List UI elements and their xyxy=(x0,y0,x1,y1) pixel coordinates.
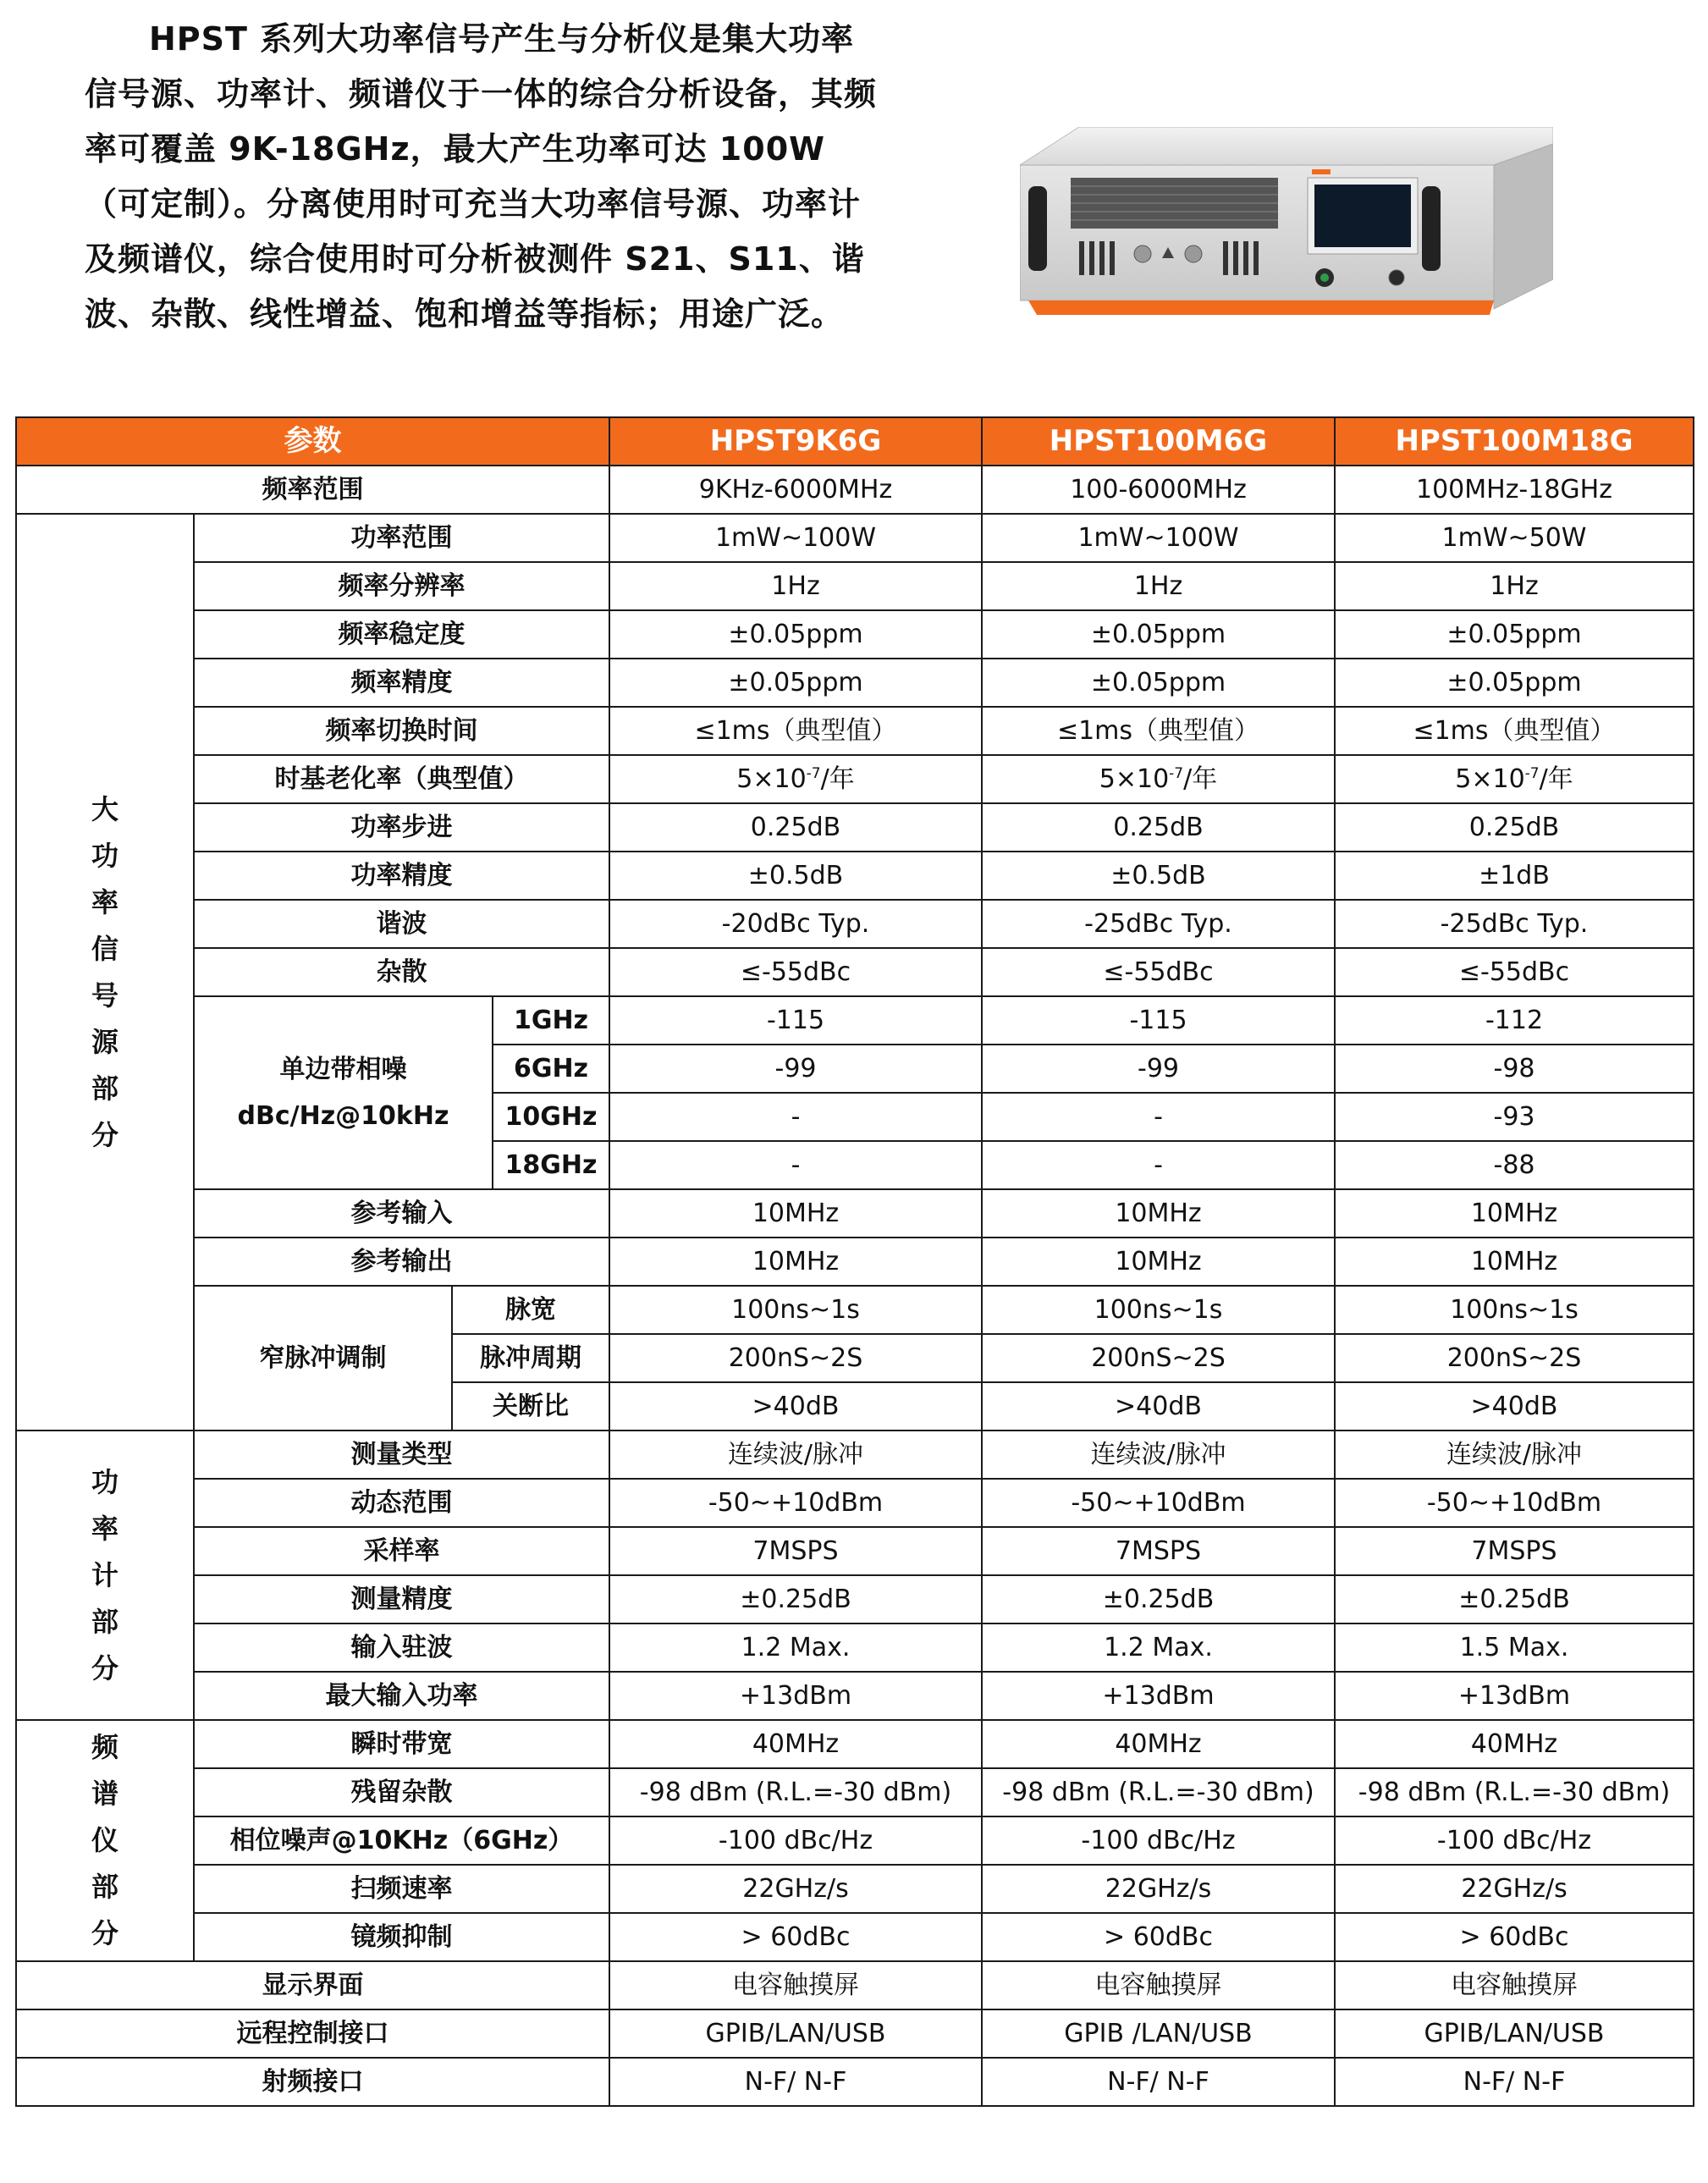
table-row xyxy=(16,1286,1694,1334)
table-row xyxy=(16,659,1694,707)
cell-value: ±0.25dB xyxy=(1335,1575,1694,1623)
cell-value: GPIB/LAN/USB xyxy=(609,2009,982,2058)
row-label: 频率范围 xyxy=(16,466,609,514)
row-label: 时基老化率（典型值） xyxy=(194,755,609,803)
cell-value: 电容触摸屏 xyxy=(1335,1961,1694,2009)
row-label: 扫频速率 xyxy=(194,1865,609,1913)
ssb-noise-label: 单边带相噪 dBc/Hz@10kHz xyxy=(194,996,493,1189)
cell-value: ±0.05ppm xyxy=(1335,610,1694,659)
row-label: 参考输入 xyxy=(194,1189,609,1238)
cell-value: >40dB xyxy=(609,1382,982,1431)
cell-value: ±0.5dB xyxy=(609,852,982,900)
cell-value: +13dBm xyxy=(609,1672,982,1720)
cell-value: ≤1ms（典型值） xyxy=(1335,707,1694,755)
cell-value: -100 dBc/Hz xyxy=(982,1816,1335,1865)
cell-value: -99 xyxy=(982,1045,1335,1093)
cell-value: - xyxy=(982,1141,1335,1189)
param-header: 参数 xyxy=(16,417,609,466)
row-label: 动态范围 xyxy=(194,1479,609,1527)
cell-value: +13dBm xyxy=(982,1672,1335,1720)
cell-value: -98 dBm (R.L.=-30 dBm) xyxy=(982,1768,1335,1816)
cell-value: 10MHz xyxy=(982,1238,1335,1286)
row-label: 最大输入功率 xyxy=(194,1672,609,1720)
table-row xyxy=(16,2058,1694,2106)
cell-value: -50~+10dBm xyxy=(609,1479,982,1527)
row-label: 频率切换时间 xyxy=(194,707,609,755)
cell-value: 1.2 Max. xyxy=(982,1623,1335,1672)
row-label: 功率范围 xyxy=(194,514,609,562)
product-image xyxy=(1020,127,1553,315)
table-row xyxy=(16,900,1694,948)
cell-value: 100ns~1s xyxy=(982,1286,1335,1334)
section-label-meter: 功率计部分 xyxy=(16,1431,194,1720)
table-row xyxy=(16,466,1694,514)
sub-label: 脉冲周期 xyxy=(452,1334,609,1382)
section-label-source: 大功率信号源部分 xyxy=(16,514,194,1431)
cell-value: 9KHz-6000MHz xyxy=(609,466,982,514)
row-label: 采样率 xyxy=(194,1527,609,1575)
cell-value: N-F/ N-F xyxy=(1335,2058,1694,2106)
cell-value: - xyxy=(609,1093,982,1141)
cell-value: -112 xyxy=(1335,996,1694,1045)
cell-value: GPIB /LAN/USB xyxy=(982,2009,1335,2058)
sub-label: 脉宽 xyxy=(452,1286,609,1334)
cell-value: -100 dBc/Hz xyxy=(609,1816,982,1865)
cell-value: >40dB xyxy=(1335,1382,1694,1431)
cell-value: 10MHz xyxy=(982,1189,1335,1238)
cell-value: - xyxy=(982,1093,1335,1141)
row-label: 功率步进 xyxy=(194,803,609,852)
cell-value: -115 xyxy=(609,996,982,1045)
cell-value: 0.25dB xyxy=(1335,803,1694,852)
table-row xyxy=(16,1816,1694,1865)
table-row xyxy=(16,1431,1694,1479)
cell-value: 200nS~2S xyxy=(1335,1334,1694,1382)
cell-value: N-F/ N-F xyxy=(609,2058,982,2106)
cell-value: ≤-55dBc xyxy=(609,948,982,996)
row-label: 输入驻波 xyxy=(194,1623,609,1672)
spec-table xyxy=(15,416,1694,2107)
cell-value: - xyxy=(609,1141,982,1189)
cell-value: -100 dBc/Hz xyxy=(1335,1816,1694,1865)
cell-value: 7MSPS xyxy=(1335,1527,1694,1575)
table-row xyxy=(16,1768,1694,1816)
table-row xyxy=(16,610,1694,659)
cell-value: >40dB xyxy=(982,1382,1335,1431)
cell-value: ±0.05ppm xyxy=(982,659,1335,707)
row-label: 射频接口 xyxy=(16,2058,609,2106)
sub-label: 1GHz xyxy=(493,996,609,1045)
row-label: 镜频抑制 xyxy=(194,1913,609,1961)
cell-value: ≤-55dBc xyxy=(1335,948,1694,996)
table-row xyxy=(16,1189,1694,1238)
row-label: 谐波 xyxy=(194,900,609,948)
cell-value: 电容触摸屏 xyxy=(982,1961,1335,2009)
cell-value: 1mW~100W xyxy=(609,514,982,562)
table-row xyxy=(16,562,1694,610)
cell-value: 100ns~1s xyxy=(609,1286,982,1334)
cell-value: 100ns~1s xyxy=(1335,1286,1694,1334)
cell-value: $5\times 10^{-7}/$年 xyxy=(982,755,1335,803)
table-row xyxy=(16,1479,1694,1527)
cell-value: ±0.05ppm xyxy=(982,610,1335,659)
table-row xyxy=(16,1623,1694,1672)
cell-value: ±0.05ppm xyxy=(1335,659,1694,707)
table-row xyxy=(16,1961,1694,2009)
table-row xyxy=(16,1575,1694,1623)
cell-value: ±0.05ppm xyxy=(609,659,982,707)
cell-value: -98 dBm (R.L.=-30 dBm) xyxy=(609,1768,982,1816)
sub-label: 6GHz xyxy=(493,1045,609,1093)
table-row xyxy=(16,1527,1694,1575)
cell-value: 100MHz-18GHz xyxy=(1335,466,1694,514)
cell-value: 100-6000MHz xyxy=(982,466,1335,514)
section-label-analyzer: 频谱仪部分 xyxy=(16,1720,194,1961)
cell-value: 22GHz/s xyxy=(609,1865,982,1913)
row-label: 频率分辨率 xyxy=(194,562,609,610)
cell-value: -25dBc Typ. xyxy=(982,900,1335,948)
table-row xyxy=(16,1672,1694,1720)
cell-value: 连续波/脉冲 xyxy=(609,1431,982,1479)
cell-value: +13dBm xyxy=(1335,1672,1694,1720)
cell-value: 连续波/脉冲 xyxy=(982,1431,1335,1479)
cell-value: ±0.25dB xyxy=(609,1575,982,1623)
cell-value: ≤1ms（典型值） xyxy=(982,707,1335,755)
row-label: 残留杂散 xyxy=(194,1768,609,1816)
cell-value: ±1dB xyxy=(1335,852,1694,900)
row-label: 测量类型 xyxy=(194,1431,609,1479)
cell-value: 40MHz xyxy=(609,1720,982,1768)
cell-value: -98 dBm (R.L.=-30 dBm) xyxy=(1335,1768,1694,1816)
cell-value: -99 xyxy=(609,1045,982,1093)
table-row xyxy=(16,1865,1694,1913)
cell-value: 1Hz xyxy=(982,562,1335,610)
pulse-label: 窄脉冲调制 xyxy=(194,1286,452,1431)
cell-value: -20dBc Typ. xyxy=(609,900,982,948)
cell-value: ±0.25dB xyxy=(982,1575,1335,1623)
table-row xyxy=(16,707,1694,755)
row-label: 功率精度 xyxy=(194,852,609,900)
cell-value: GPIB/LAN/USB xyxy=(1335,2009,1694,2058)
row-label: 参考输出 xyxy=(194,1238,609,1286)
cell-value: 22GHz/s xyxy=(982,1865,1335,1913)
cell-value: 40MHz xyxy=(982,1720,1335,1768)
table-row xyxy=(16,948,1694,996)
row-label: 显示界面 xyxy=(16,1961,609,2009)
row-label: 相位噪声@10KHz（6GHz） xyxy=(194,1816,609,1865)
cell-value: 7MSPS xyxy=(982,1527,1335,1575)
intro-paragraph xyxy=(85,12,880,342)
header-row xyxy=(16,417,1694,466)
cell-value: ±0.5dB xyxy=(982,852,1335,900)
cell-value: 1.2 Max. xyxy=(609,1623,982,1672)
cell-value: N-F/ N-F xyxy=(982,2058,1335,2106)
cell-value: 0.25dB xyxy=(982,803,1335,852)
table-row xyxy=(16,514,1694,562)
table-row xyxy=(16,852,1694,900)
table-row xyxy=(16,803,1694,852)
sub-label: 关断比 xyxy=(452,1382,609,1431)
cell-value: 电容触摸屏 xyxy=(609,1961,982,2009)
cell-value: 1Hz xyxy=(1335,562,1694,610)
cell-value: $5\times 10^{-7}/$年 xyxy=(609,755,982,803)
sub-label: 10GHz xyxy=(493,1093,609,1141)
row-label: 瞬时带宽 xyxy=(194,1720,609,1768)
row-label: 测量精度 xyxy=(194,1575,609,1623)
row-label: 远程控制接口 xyxy=(16,2009,609,2058)
cell-value: $5\times 10^{-7}/$年 xyxy=(1335,755,1694,803)
model-header: HPST100M18G xyxy=(1335,417,1694,466)
cell-value: 10MHz xyxy=(609,1189,982,1238)
cell-value: > 60dBc xyxy=(982,1913,1335,1961)
model-header: HPST100M6G xyxy=(982,417,1335,466)
cell-value: 7MSPS xyxy=(609,1527,982,1575)
cell-value: 1mW~50W xyxy=(1335,514,1694,562)
sub-label: 18GHz xyxy=(493,1141,609,1189)
cell-value: -115 xyxy=(982,996,1335,1045)
cell-value: -25dBc Typ. xyxy=(1335,900,1694,948)
table-row xyxy=(16,996,1694,1045)
cell-value: -50~+10dBm xyxy=(1335,1479,1694,1527)
cell-value: 200nS~2S xyxy=(982,1334,1335,1382)
cell-value: 10MHz xyxy=(1335,1189,1694,1238)
table-row xyxy=(16,1913,1694,1961)
row-label: 杂散 xyxy=(194,948,609,996)
cell-value: -88 xyxy=(1335,1141,1694,1189)
cell-value: 1Hz xyxy=(609,562,982,610)
cell-value: 10MHz xyxy=(609,1238,982,1286)
cell-value: > 60dBc xyxy=(1335,1913,1694,1961)
cell-value: ±0.05ppm xyxy=(609,610,982,659)
cell-value: 1mW~100W xyxy=(982,514,1335,562)
cell-value: 1.5 Max. xyxy=(1335,1623,1694,1672)
table-row xyxy=(16,755,1694,803)
cell-value: 10MHz xyxy=(1335,1238,1694,1286)
cell-value: 200nS~2S xyxy=(609,1334,982,1382)
cell-value: 连续波/脉冲 xyxy=(1335,1431,1694,1479)
cell-value: 40MHz xyxy=(1335,1720,1694,1768)
cell-value: -98 xyxy=(1335,1045,1694,1093)
model-header: HPST9K6G xyxy=(609,417,982,466)
row-label: 频率精度 xyxy=(194,659,609,707)
cell-value: ≤-55dBc xyxy=(982,948,1335,996)
cell-value: -93 xyxy=(1335,1093,1694,1141)
cell-value: -50~+10dBm xyxy=(982,1479,1335,1527)
cell-value: ≤1ms（典型值） xyxy=(609,707,982,755)
cell-value: > 60dBc xyxy=(609,1913,982,1961)
table-row xyxy=(16,2009,1694,2058)
cell-value: 0.25dB xyxy=(609,803,982,852)
intro-text: HPST 系列大功率信号产生与分析仪是集大功率信号源、功率计、频谱仪于一体的综合分析设备，其频率可覆盖 9K-18GHz，最大产生功率可达 100W（可定制）。分离使用时可充当大功率信号源、功率计及频谱仪，综合使用时可分析被测件 S21、S11、谐波、杂散、线性增益、饱和增益等指标；用途广泛。 xyxy=(85,20,878,333)
table-row xyxy=(16,1238,1694,1286)
row-label: 频率稳定度 xyxy=(194,610,609,659)
table-row xyxy=(16,1720,1694,1768)
cell-value: 22GHz/s xyxy=(1335,1865,1694,1913)
